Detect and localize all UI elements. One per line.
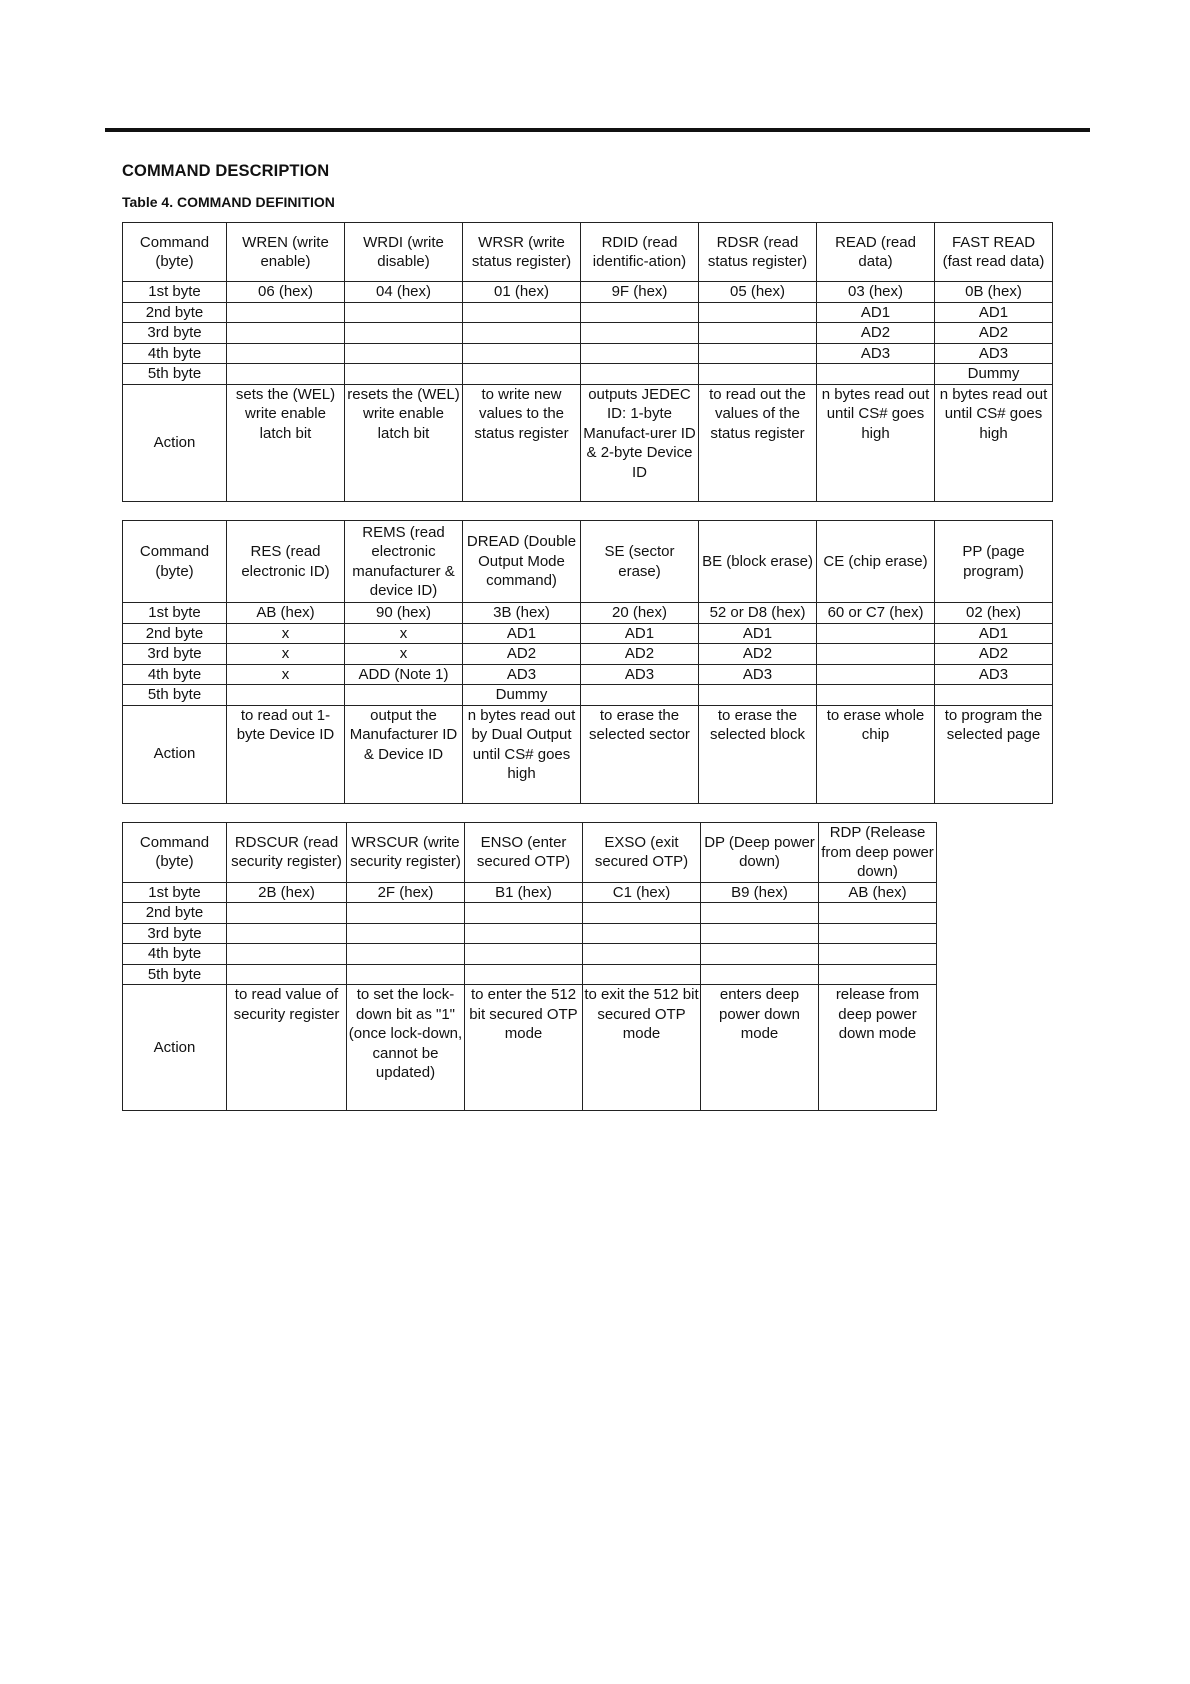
command-name: RES (read electronic ID) xyxy=(227,521,345,603)
action-cell: sets the (WEL) write enable latch bit xyxy=(227,384,345,501)
byte-cell xyxy=(227,323,345,344)
byte-cell xyxy=(465,944,583,965)
command-name: RDID (read identific-ation) xyxy=(581,223,699,282)
byte-cell xyxy=(819,903,937,924)
byte-cell: x xyxy=(345,644,463,665)
byte-cell: 2F (hex) xyxy=(347,882,465,903)
byte-row-1 xyxy=(123,603,1053,624)
row-label-byte: 4th byte xyxy=(123,664,227,685)
byte-cell xyxy=(345,685,463,706)
row-label-byte: 2nd byte xyxy=(123,903,227,924)
byte-cell: 9F (hex) xyxy=(581,282,699,303)
action-cell: to program the selected page xyxy=(935,705,1053,803)
byte-cell xyxy=(227,685,345,706)
row-label-byte: 5th byte xyxy=(123,364,227,385)
byte-cell: 02 (hex) xyxy=(935,603,1053,624)
byte-cell xyxy=(227,923,347,944)
command-name: READ (read data) xyxy=(817,223,935,282)
byte-cell: 05 (hex) xyxy=(699,282,817,303)
byte-row-5 xyxy=(123,964,937,985)
action-cell: to exit the 512 bit secured OTP mode xyxy=(583,985,701,1111)
action-cell: n bytes read out until CS# goes high xyxy=(817,384,935,501)
command-name: PP (page program) xyxy=(935,521,1053,603)
byte-cell xyxy=(227,343,345,364)
byte-cell: 20 (hex) xyxy=(581,603,699,624)
byte-cell: AD1 xyxy=(935,623,1053,644)
row-label-byte: 3rd byte xyxy=(123,923,227,944)
command-name: WRSCUR (write security register) xyxy=(347,823,465,883)
byte-cell: 52 or D8 (hex) xyxy=(699,603,817,624)
command-name: DP (Deep power down) xyxy=(701,823,819,883)
row-label-command: Command (byte) xyxy=(123,521,227,603)
byte-cell xyxy=(699,343,817,364)
command-header-row xyxy=(123,823,937,883)
byte-cell xyxy=(581,343,699,364)
byte-cell xyxy=(227,903,347,924)
byte-cell: B9 (hex) xyxy=(701,882,819,903)
byte-cell xyxy=(227,964,347,985)
byte-cell: 60 or C7 (hex) xyxy=(817,603,935,624)
byte-cell: 2B (hex) xyxy=(227,882,347,903)
byte-cell xyxy=(347,923,465,944)
row-label-byte: 3rd byte xyxy=(123,644,227,665)
action-cell: n bytes read out by Dual Output until CS# goes high xyxy=(463,705,581,803)
byte-cell xyxy=(583,903,701,924)
byte-cell: AD3 xyxy=(935,664,1053,685)
byte-cell xyxy=(581,302,699,323)
action-cell: n bytes read out until CS# goes high xyxy=(935,384,1053,501)
command-table-2 xyxy=(122,520,1053,804)
byte-cell: x xyxy=(345,623,463,644)
row-label-action: Action xyxy=(123,705,227,803)
byte-cell xyxy=(347,964,465,985)
byte-row-1 xyxy=(123,282,1053,303)
byte-cell xyxy=(817,685,935,706)
action-cell: release from deep power down mode xyxy=(819,985,937,1111)
row-label-byte: 1st byte xyxy=(123,882,227,903)
command-name: RDSR (read status register) xyxy=(699,223,817,282)
byte-cell: AB (hex) xyxy=(227,603,345,624)
command-name: ENSO (enter secured OTP) xyxy=(465,823,583,883)
byte-cell: AB (hex) xyxy=(819,882,937,903)
byte-cell: AD3 xyxy=(463,664,581,685)
top-rule xyxy=(105,128,1090,132)
byte-cell xyxy=(463,302,581,323)
byte-cell xyxy=(699,323,817,344)
byte-cell xyxy=(699,364,817,385)
action-cell: to erase the selected block xyxy=(699,705,817,803)
byte-cell: AD1 xyxy=(463,623,581,644)
byte-cell xyxy=(345,323,463,344)
byte-row-4 xyxy=(123,343,1053,364)
row-label-action: Action xyxy=(123,384,227,501)
byte-cell xyxy=(819,923,937,944)
byte-cell xyxy=(817,644,935,665)
byte-cell xyxy=(583,964,701,985)
action-cell: to write new values to the status register xyxy=(463,384,581,501)
row-label-command: Command (byte) xyxy=(123,823,227,883)
byte-cell xyxy=(699,302,817,323)
action-row xyxy=(123,985,937,1111)
byte-cell xyxy=(701,964,819,985)
byte-cell: AD3 xyxy=(581,664,699,685)
byte-cell: AD1 xyxy=(935,302,1053,323)
byte-cell xyxy=(463,364,581,385)
row-label-byte: 2nd byte xyxy=(123,302,227,323)
byte-cell: ADD (Note 1) xyxy=(345,664,463,685)
byte-cell xyxy=(465,903,583,924)
byte-cell xyxy=(817,364,935,385)
command-name: DREAD (Double Output Mode command) xyxy=(463,521,581,603)
byte-cell xyxy=(819,944,937,965)
action-cell: output the Manufacturer ID & Device ID xyxy=(345,705,463,803)
command-name: WREN (write enable) xyxy=(227,223,345,282)
byte-cell xyxy=(465,923,583,944)
action-row xyxy=(123,705,1053,803)
byte-cell: 3B (hex) xyxy=(463,603,581,624)
byte-cell: B1 (hex) xyxy=(465,882,583,903)
byte-cell: AD2 xyxy=(935,323,1053,344)
byte-cell xyxy=(817,623,935,644)
byte-row-5 xyxy=(123,685,1053,706)
row-label-command: Command (byte) xyxy=(123,223,227,282)
command-name: RDP (Release from deep power down) xyxy=(819,823,937,883)
row-label-byte: 1st byte xyxy=(123,603,227,624)
byte-cell: 06 (hex) xyxy=(227,282,345,303)
byte-cell xyxy=(699,685,817,706)
command-header-row xyxy=(123,223,1053,282)
action-cell: to erase whole chip xyxy=(817,705,935,803)
byte-cell xyxy=(817,664,935,685)
action-cell: outputs JEDEC ID: 1-byte Manufact-urer ID & 2-byte Device ID xyxy=(581,384,699,501)
byte-row-4 xyxy=(123,944,937,965)
byte-cell: 0B (hex) xyxy=(935,282,1053,303)
byte-cell: AD3 xyxy=(699,664,817,685)
command-header-row xyxy=(123,521,1053,603)
byte-cell: Dummy xyxy=(463,685,581,706)
byte-cell xyxy=(819,964,937,985)
byte-cell xyxy=(463,343,581,364)
byte-row-3 xyxy=(123,644,1053,665)
byte-row-3 xyxy=(123,923,937,944)
byte-cell xyxy=(347,944,465,965)
command-name: REMS (read electronic manufacturer & device ID) xyxy=(345,521,463,603)
action-cell: to read value of security register xyxy=(227,985,347,1111)
action-cell: to read out 1-byte Device ID xyxy=(227,705,345,803)
byte-row-1 xyxy=(123,882,937,903)
byte-cell: AD2 xyxy=(817,323,935,344)
section-heading: COMMAND DESCRIPTION xyxy=(122,162,330,180)
byte-cell xyxy=(701,923,819,944)
byte-row-2 xyxy=(123,302,1053,323)
byte-cell xyxy=(701,903,819,924)
byte-cell xyxy=(227,364,345,385)
command-name: SE (sector erase) xyxy=(581,521,699,603)
action-row xyxy=(123,384,1053,501)
byte-row-4 xyxy=(123,664,1053,685)
action-cell: to set the lock-down bit as "1" (once lock-down, cannot be updated) xyxy=(347,985,465,1111)
byte-cell xyxy=(347,903,465,924)
byte-cell: 90 (hex) xyxy=(345,603,463,624)
byte-cell: AD1 xyxy=(699,623,817,644)
byte-cell: 04 (hex) xyxy=(345,282,463,303)
row-label-byte: 5th byte xyxy=(123,964,227,985)
byte-cell: C1 (hex) xyxy=(583,882,701,903)
action-cell: resets the (WEL) write enable latch bit xyxy=(345,384,463,501)
byte-row-2 xyxy=(123,623,1053,644)
byte-row-2 xyxy=(123,903,937,924)
byte-cell xyxy=(583,923,701,944)
byte-cell: 01 (hex) xyxy=(463,282,581,303)
byte-cell: 03 (hex) xyxy=(817,282,935,303)
row-label-byte: 4th byte xyxy=(123,944,227,965)
byte-cell xyxy=(345,302,463,323)
command-name: CE (chip erase) xyxy=(817,521,935,603)
byte-cell xyxy=(345,364,463,385)
byte-cell: AD1 xyxy=(581,623,699,644)
byte-cell: x xyxy=(227,623,345,644)
byte-cell: AD3 xyxy=(935,343,1053,364)
byte-cell xyxy=(583,944,701,965)
byte-cell xyxy=(465,964,583,985)
byte-cell xyxy=(345,343,463,364)
byte-cell xyxy=(581,323,699,344)
row-label-byte: 2nd byte xyxy=(123,623,227,644)
byte-cell xyxy=(935,685,1053,706)
byte-cell: AD1 xyxy=(817,302,935,323)
action-cell: to enter the 512 bit secured OTP mode xyxy=(465,985,583,1111)
row-label-byte: 5th byte xyxy=(123,685,227,706)
action-cell: to read out the values of the status register xyxy=(699,384,817,501)
row-label-byte: 3rd byte xyxy=(123,323,227,344)
command-name: EXSO (exit secured OTP) xyxy=(583,823,701,883)
byte-cell xyxy=(463,323,581,344)
command-table-3 xyxy=(122,822,937,1111)
byte-cell xyxy=(581,685,699,706)
command-name: BE (block erase) xyxy=(699,521,817,603)
row-label-action: Action xyxy=(123,985,227,1111)
byte-cell xyxy=(701,944,819,965)
command-table-1 xyxy=(122,222,1053,502)
byte-cell xyxy=(227,944,347,965)
table-caption: Table 4. COMMAND DEFINITION xyxy=(122,194,335,210)
command-name: WRDI (write disable) xyxy=(345,223,463,282)
action-cell: enters deep power down mode xyxy=(701,985,819,1111)
command-name: RDSCUR (read security register) xyxy=(227,823,347,883)
byte-cell xyxy=(581,364,699,385)
byte-cell: AD2 xyxy=(935,644,1053,665)
byte-cell: x xyxy=(227,644,345,665)
action-cell: to erase the selected sector xyxy=(581,705,699,803)
byte-cell: AD2 xyxy=(463,644,581,665)
byte-cell xyxy=(227,302,345,323)
row-label-byte: 4th byte xyxy=(123,343,227,364)
byte-cell: Dummy xyxy=(935,364,1053,385)
row-label-byte: 1st byte xyxy=(123,282,227,303)
byte-cell: AD3 xyxy=(817,343,935,364)
byte-cell: AD2 xyxy=(581,644,699,665)
command-name: FAST READ (fast read data) xyxy=(935,223,1053,282)
byte-row-5 xyxy=(123,364,1053,385)
byte-cell: AD2 xyxy=(699,644,817,665)
byte-cell: x xyxy=(227,664,345,685)
byte-row-3 xyxy=(123,323,1053,344)
command-name: WRSR (write status register) xyxy=(463,223,581,282)
